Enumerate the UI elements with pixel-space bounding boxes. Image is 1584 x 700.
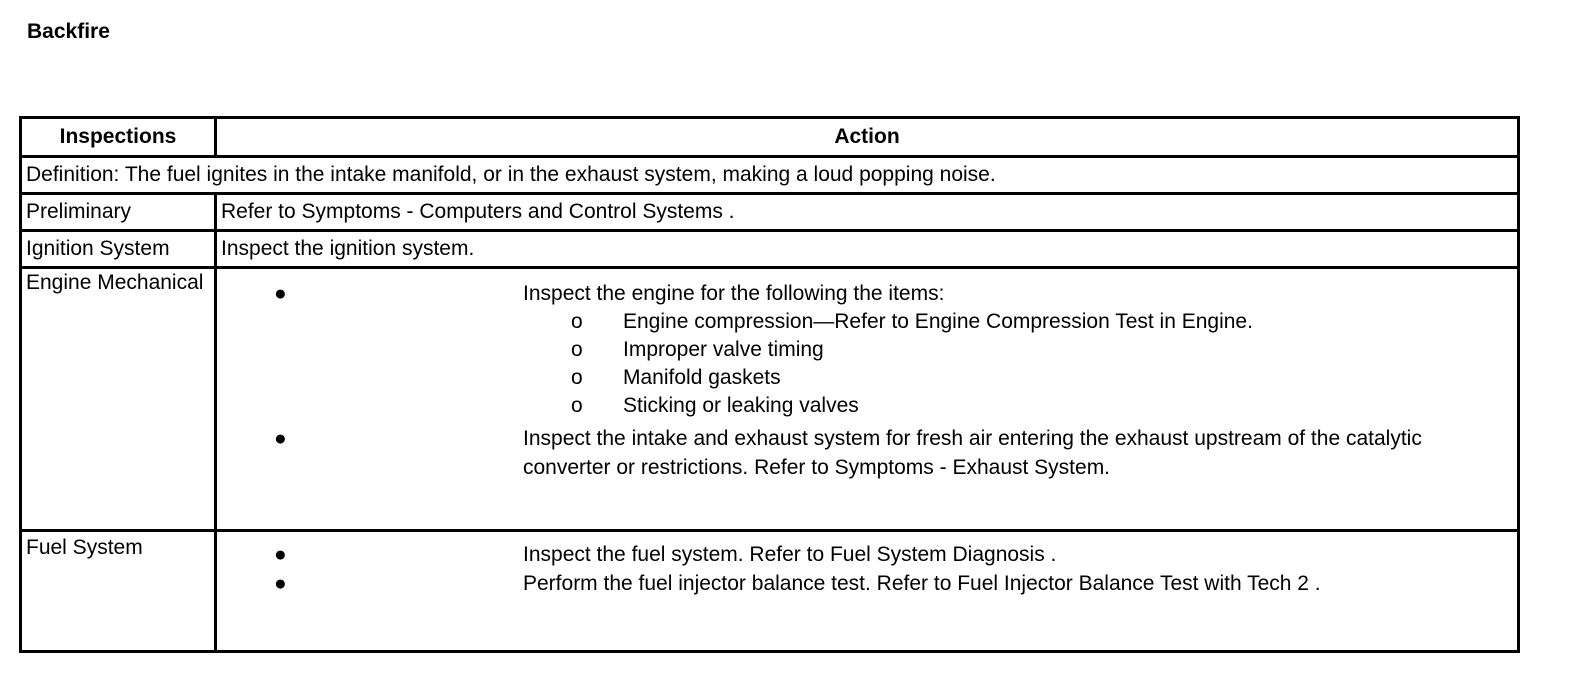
action-cell: Inspect the ignition system. (216, 231, 1519, 268)
header-action: Action (216, 118, 1519, 157)
list-item (221, 279, 1513, 420)
action-list (221, 540, 1513, 598)
diagnosis-table (19, 116, 1520, 653)
action-cell (216, 268, 1519, 531)
table-header-row (21, 118, 1519, 157)
table-row (21, 194, 1519, 231)
circle-bullet-icon: o (571, 366, 583, 389)
definition-row (21, 157, 1519, 194)
action-cell (216, 531, 1519, 652)
inspection-cell: Preliminary (21, 194, 216, 231)
inspection-cell: Fuel System (21, 531, 216, 652)
list-item-text: Inspect the intake and exhaust system for fresh air entering the exhaust upstream of the catalytic converter or restrictions. Refer to Symptoms - Exhaust System. (523, 427, 1422, 479)
list-item (221, 540, 1513, 569)
sub-list-item: o Manifold gaskets (221, 364, 1513, 392)
sub-list (523, 308, 1513, 420)
action-cell: Refer to Symptoms - Computers and Control Systems . (216, 194, 1519, 231)
table-row (21, 231, 1519, 268)
bullet-icon: ● (274, 543, 287, 566)
header-inspections: Inspections (21, 118, 216, 157)
list-item-text: Inspect the engine for the following the items: (523, 282, 945, 305)
list-item (221, 424, 1513, 482)
bullet-icon: ● (274, 282, 287, 305)
definition-text: Definition: The fuel ignites in the intake manifold, or in the exhaust system, making a loud popping noise. (21, 157, 1519, 194)
table-row (21, 531, 1519, 652)
sub-list-item: o Sticking or leaking valves (221, 392, 1513, 420)
inspection-cell: Engine Mechanical (21, 268, 216, 531)
bullet-icon: ● (274, 427, 287, 450)
circle-bullet-icon: o (571, 310, 583, 333)
sub-list-item: o Engine compression—Refer to Engine Compression Test in Engine. (221, 308, 1513, 336)
action-list (221, 279, 1513, 482)
table-row (21, 268, 1519, 531)
page-title: Backfire (27, 20, 110, 43)
inspection-cell: Ignition System (21, 231, 216, 268)
list-item (221, 569, 1513, 598)
bullet-icon: ● (274, 572, 287, 595)
list-item-text: Perform the fuel injector balance test. Refer to Fuel Injector Balance Test with Tech 2 . (523, 572, 1321, 595)
circle-bullet-icon: o (571, 338, 583, 361)
list-item-text: Inspect the fuel system. Refer to Fuel System Diagnosis . (523, 543, 1057, 566)
circle-bullet-icon: o (571, 394, 583, 417)
sub-list-item: o Improper valve timing (221, 336, 1513, 364)
